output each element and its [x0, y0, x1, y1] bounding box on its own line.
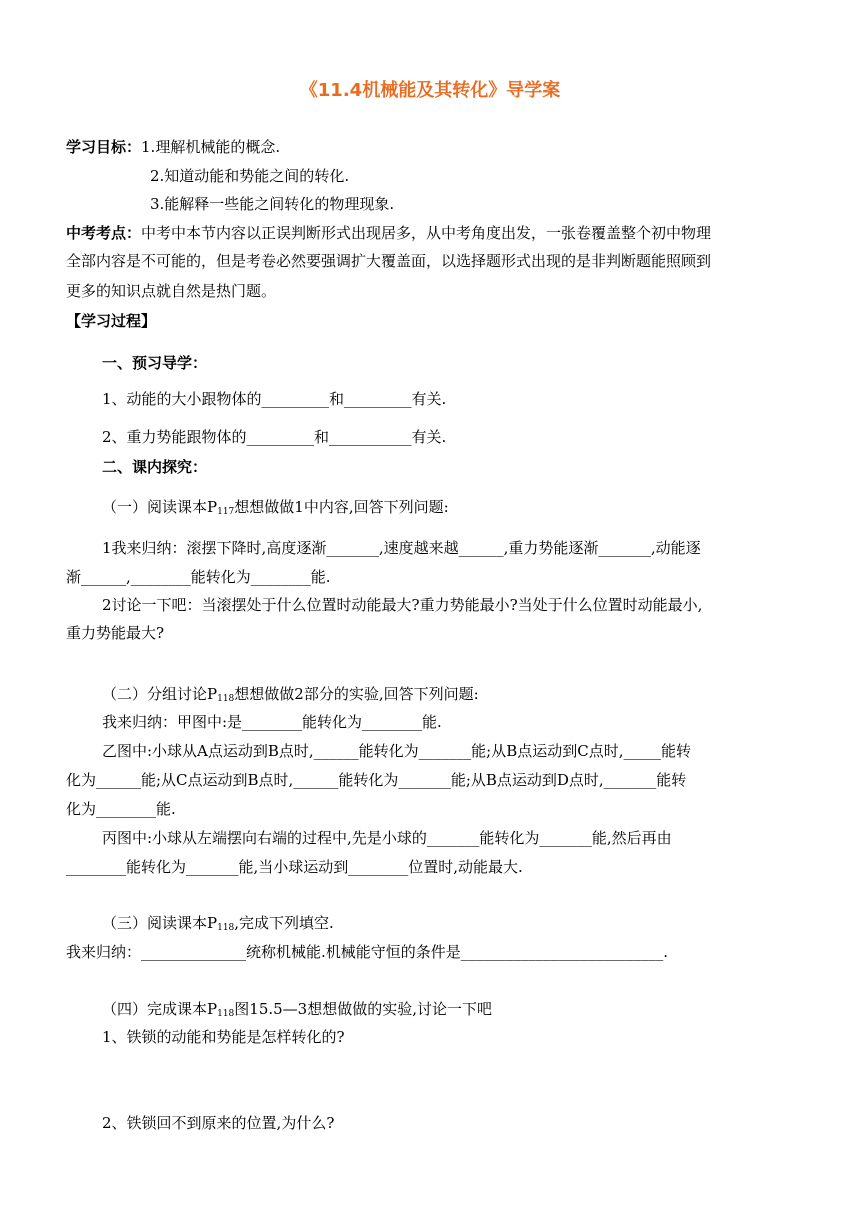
part-1-page-number: 117: [217, 507, 235, 517]
learning-goals-line-1: [66, 136, 280, 158]
part-1-line-3: 2讨论一下吧：当滚摆处于什么位置时动能最大?重力势能最小?当处于什么位置时动能最小,: [102, 596, 703, 614]
exam-points-text-2: 全部内容是不可能的，但是考卷必然要强调扩大覆盖面，以选择题形式出现的是非判断题能照顾到: [66, 252, 712, 270]
explore-heading: 二、课内探究：: [102, 458, 208, 476]
part-1-heading-post: 想想做做1中内容,回答下列问题:: [234, 498, 449, 516]
part-3-line-1: 我来归纳：______________统称机械能.机械能守恒的条件是___________________________.: [66, 943, 669, 961]
part-1-line-2: 渐______,________能转化为________能.: [66, 568, 331, 586]
part-2-heading: [102, 683, 479, 710]
part-2-line-6: ________能转化为_______能,当小球运动到________位置时,动能最大.: [66, 858, 523, 876]
part-2-page-number: 118: [217, 694, 235, 704]
part-2-line-5: 丙图中:小球从左端摆向右端的过程中,先是小球的_______能转化为_______能,然后再由: [102, 829, 672, 847]
part-4-heading: [102, 998, 492, 1025]
part-1-heading-pre: （一）阅读课本P: [102, 498, 218, 516]
process-heading: 【学习过程】: [66, 312, 157, 330]
exam-points-text-3: 更多的知识点就自然是热门题。: [66, 282, 277, 300]
part-2-line-4: 化为________能.: [66, 800, 176, 818]
part-2-heading-pre: （二）分组讨论P: [102, 685, 218, 703]
part-4-page-number: 118: [217, 1009, 235, 1019]
part-2-line-2: 乙图中:小球从A点运动到B点时,______能转化为_______能;从B点运动到C点时,_____能转: [102, 742, 692, 760]
preview-heading: 一、预习导学：: [102, 354, 208, 372]
part-3-page-number: 118: [217, 923, 235, 933]
part-2-line-1: 我来归纳：甲图中:是________能转化为________能.: [102, 713, 442, 731]
part-1-line-1: 1我来归纳：滚摆下降时,高度逐渐_______,速度越来越______,重力势能逐渐_______,动能逐: [102, 539, 701, 557]
learning-goal-3: 3.能解释一些能之间转化的物理现象.: [150, 195, 395, 213]
part-1-line-4: 重力势能最大?: [66, 624, 165, 642]
part-4-question-1: 1、铁锁的动能和势能是怎样转化的?: [102, 1028, 345, 1046]
exam-points-line-1: [66, 222, 711, 244]
learning-goal-2: 2.知道动能和势能之间的转化.: [150, 167, 350, 185]
part-3-heading-post: ,完成下列填空.: [234, 914, 334, 932]
preview-question-2: 2、重力势能跟物体的_________和___________有关.: [102, 428, 447, 446]
part-2-heading-post: 想想做做2部分的实验,回答下列问题:: [234, 685, 479, 703]
learning-goal-1: 1.理解机械能的概念.: [141, 138, 281, 156]
part-4-question-2: 2、铁锁回不到原来的位置,为什么?: [102, 1114, 335, 1132]
part-4-heading-pre: （四）完成课本P: [102, 1000, 218, 1018]
page-title: 《11.4机械能及其转化》导学案: [299, 80, 561, 101]
part-2-line-3: 化为______能;从C点运动到B点时,______能转化为_______能;从B点运动到D点时,_______能转: [66, 771, 687, 789]
exam-points-label: 中考考点：: [66, 224, 142, 242]
preview-question-1: 1、动能的大小跟物体的_________和_________有关.: [102, 390, 447, 408]
part-1-heading: [102, 496, 449, 523]
exam-points-text-1: 中考中本节内容以正误判断形式出现居多，从中考角度出发，一张卷覆盖整个初中物理: [141, 224, 712, 242]
part-3-heading: [102, 912, 334, 939]
part-4-heading-post: 图15.5—3想想做做的实验,讨论一下吧: [234, 1000, 492, 1018]
part-3-heading-pre: （三）阅读课本P: [102, 914, 218, 932]
learning-goals-label: 学习目标：: [66, 138, 142, 156]
